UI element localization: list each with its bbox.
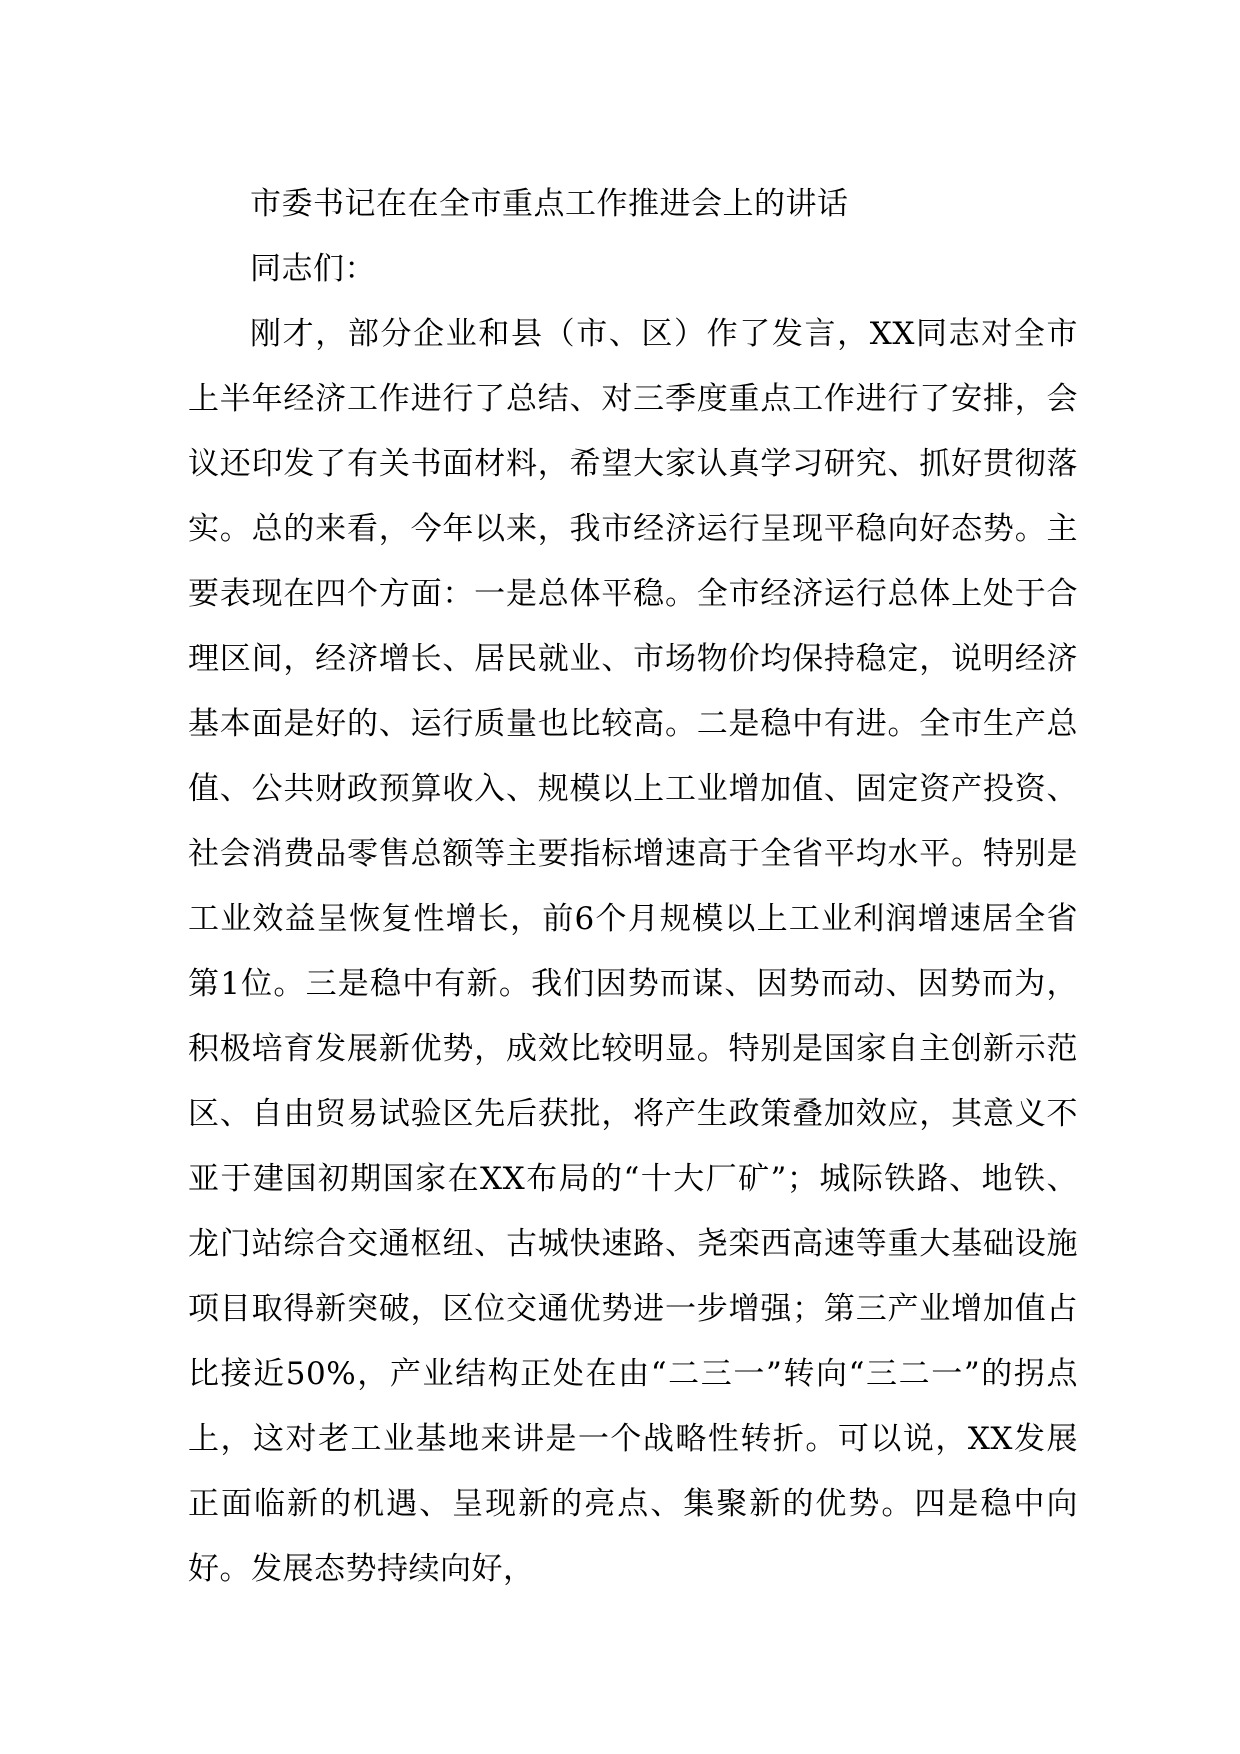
document-body [188,172,1078,1602]
body-paragraph: 刚才，部分企业和县（市、区）作了发言，XX同志对全市上半年经济工作进行了总结、对三季度重点工作进行了安排，会议还印发了有关书面材料，希望大家认真学习研究、抓好贯彻落实。总的来看，今年以来，我市经济运行呈现平稳向好态势。主要表现在四个方面：一是总体平稳。全市经济运行总体上处于合理区间，经济增长、居民就业、市场物价均保持稳定，说明经济基本面是好的、运行质量也比较高。二是稳中有进。全市生产总值、公共财政预算收入、规模以上工业增加值、固定资产投资、社会消费品零售总额等主要指标增速高于全省平均水平。特别是工业效益呈恢复性增长，前6个月规模以上工业利润增速居全省第1位。三是稳中有新。我们因势而谋、因势而动、因势而为，积极培育发展新优势，成效比较明显。特别是国家自主创新示范区、自由贸易试验区先后获批，将产生政策叠加效应，其意义不亚于建国初期国家在XX布局的“十大厂矿”；城际铁路、地铁、龙门站综合交通枢纽、古城快速路、尧栾西高速等重大基础设施项目取得新突破，区位交通优势进一步增强；第三产业增加值占比接近50%，产业结构正处在由“二三一”转向“三二一”的拐点上，这对老工业基地来讲是一个战略性转折。可以说，XX发展正面临新的机遇、呈现新的亮点、集聚新的优势。四是稳中向好。发展态势持续向好， [188,316,1078,1587]
document-title: 市委书记在在全市重点工作推进会上的讲话 [250,186,849,222]
salutation: 同志们： [250,251,376,287]
